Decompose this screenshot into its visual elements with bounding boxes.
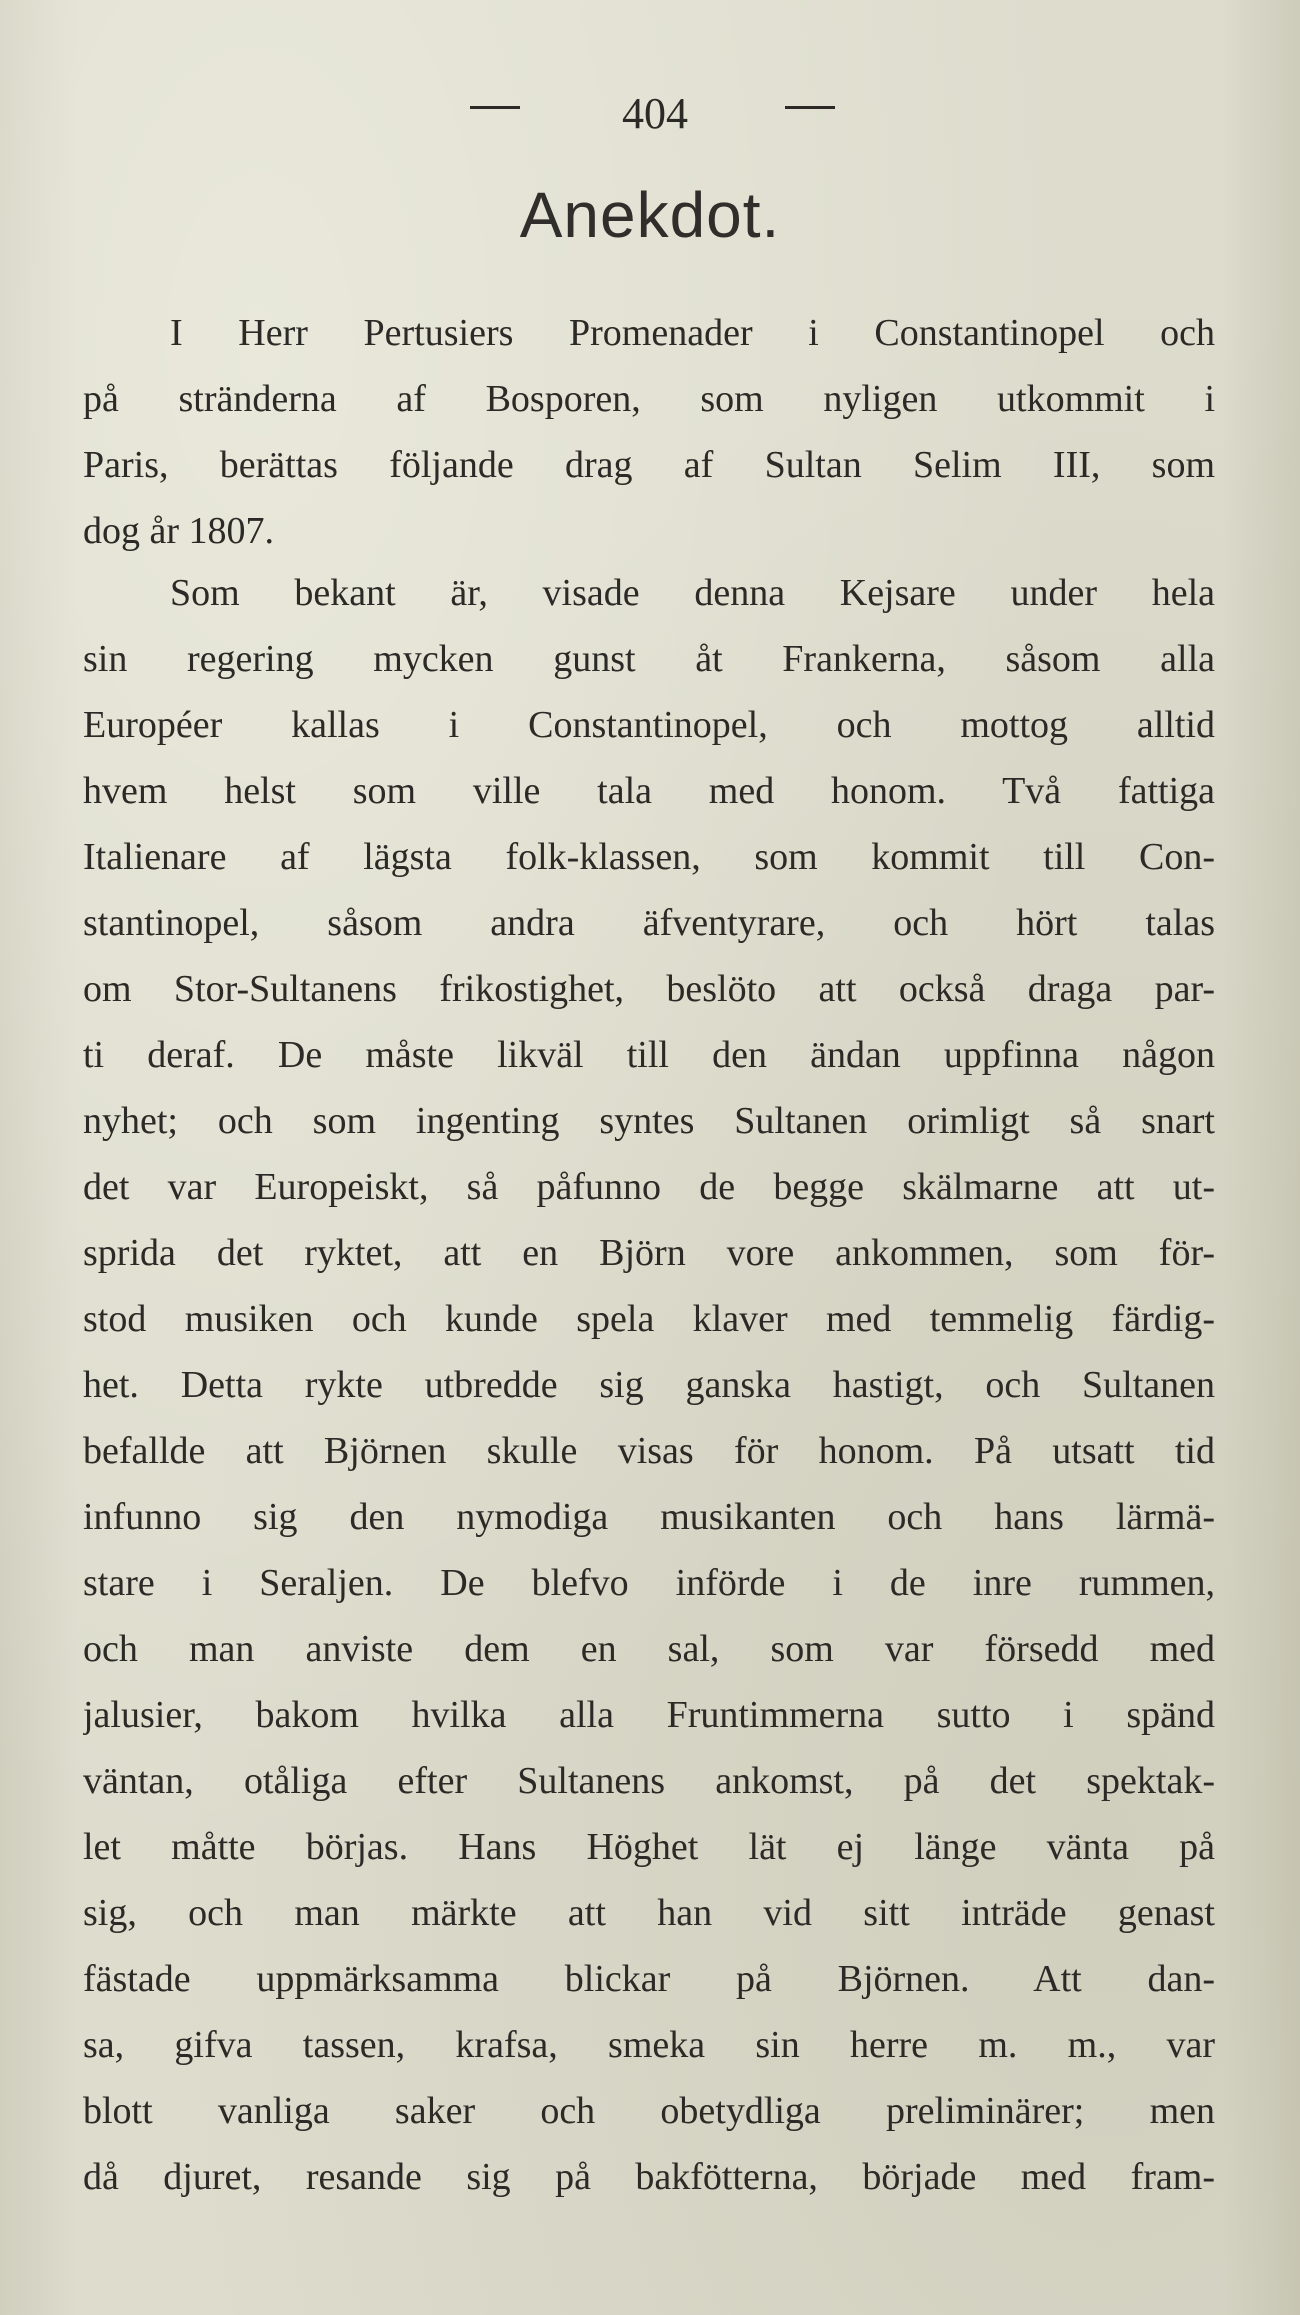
- text-line: [83, 626, 1215, 692]
- text-line-content: nyhet; och som ingenting syntes Sultanen orimligt så snart: [83, 1100, 1215, 1142]
- text-line: [83, 1946, 1215, 2012]
- text-line-content: jalusier, bakom hvilka alla Fruntimmerna sutto i spänd: [83, 1694, 1215, 1736]
- text-line: [83, 1748, 1215, 1814]
- text-line-content: befallde att Björnen skulle visas för honom. På utsatt tid: [83, 1430, 1215, 1472]
- text-line-content: het. Detta rykte utbredde sig ganska hastigt, och Sultanen: [83, 1364, 1215, 1406]
- text-line: [83, 890, 1215, 956]
- text-line: [83, 560, 1215, 626]
- text-line-content: sprida det ryktet, att en Björn vore ankommen, som för-: [83, 1232, 1215, 1274]
- text-line-content: ti deraf. De måste likväl till den ändan uppfinna någon: [83, 1034, 1215, 1076]
- text-line: [83, 1154, 1215, 1220]
- text-line-content: sig, och man märkte att han vid sitt inträde genast: [83, 1892, 1215, 1934]
- text-line: [83, 1286, 1215, 1352]
- text-line-content: Européer kallas i Constantinopel, och mottog alltid: [83, 704, 1215, 746]
- text-line: [83, 1616, 1215, 1682]
- text-line-content: på stränderna af Bosporen, som nyligen utkommit i: [83, 378, 1215, 420]
- text-line-content: Paris, berättas följande drag af Sultan Selim III, som: [83, 444, 1215, 486]
- text-line-content: sin regering mycken gunst åt Frankerna, såsom alla: [83, 638, 1215, 680]
- text-line: [83, 498, 1215, 564]
- text-line-content: dog år 1807.: [83, 510, 275, 552]
- text-line-content: let måtte börjas. Hans Höghet lät ej länge vänta på: [83, 1826, 1215, 1868]
- text-line-content: då djuret, resande sig på bakfötterna, började med fram-: [83, 2156, 1215, 2198]
- page-number: 404: [622, 89, 688, 138]
- text-line-content: det var Europeiskt, så påfunno de begge skälmarne att ut-: [83, 1166, 1215, 1208]
- text-line-content: stod musiken och kunde spela klaver med temmelig färdig-: [83, 1298, 1215, 1340]
- text-line: [83, 1484, 1215, 1550]
- text-line: [83, 300, 1215, 366]
- text-line: [83, 758, 1215, 824]
- text-line-content: och man anviste dem en sal, som var försedd med: [83, 1628, 1215, 1670]
- text-line: [83, 1814, 1215, 1880]
- text-line-content: infunno sig den nymodiga musikanten och hans lärmä-: [83, 1496, 1215, 1538]
- text-line: [83, 1550, 1215, 1616]
- page-header: [0, 88, 1300, 148]
- text-line: [83, 1682, 1215, 1748]
- text-line-content: om Stor-Sultanens frikostighet, beslöto att också draga par-: [83, 968, 1215, 1010]
- text-line: [83, 824, 1215, 890]
- paragraph-story: [83, 560, 1215, 2210]
- text-line-content: Italienare af lägsta folk-klassen, som kommit till Con-: [83, 836, 1215, 878]
- text-line: [83, 1220, 1215, 1286]
- paragraph-intro: [83, 300, 1215, 564]
- text-line-content: I Herr Pertusiers Promenader i Constantinopel och: [170, 312, 1215, 354]
- text-line-content: sa, gifva tassen, krafsa, smeka sin herre m. m., var: [83, 2024, 1215, 2066]
- text-line: [83, 1880, 1215, 1946]
- text-line: [83, 1418, 1215, 1484]
- text-line-content: hvem helst som ville tala med honom. Två fattiga: [83, 770, 1215, 812]
- text-line: [83, 692, 1215, 758]
- header-dash-left: [470, 106, 520, 109]
- text-line: [83, 366, 1215, 432]
- text-line-content: fästade uppmärksamma blickar på Björnen. Att dan-: [83, 1958, 1215, 2000]
- text-line-content: Som bekant är, visade denna Kejsare under hela: [170, 572, 1215, 614]
- text-line: [83, 1022, 1215, 1088]
- text-line: [83, 956, 1215, 1022]
- text-line-content: stantinopel, såsom andra äfventyrare, och hört talas: [83, 902, 1215, 944]
- text-line: [83, 2012, 1215, 2078]
- text-line-content: stare i Seraljen. De blefvo införde i de inre rummen,: [83, 1562, 1215, 1604]
- text-line: [83, 2078, 1215, 2144]
- text-line-content: väntan, otåliga efter Sultanens ankomst, på det spektak-: [83, 1760, 1215, 1802]
- text-line: [83, 1088, 1215, 1154]
- text-line: [83, 1352, 1215, 1418]
- text-line-content: blott vanliga saker och obetydliga preliminärer; men: [83, 2090, 1215, 2132]
- text-line: [83, 2144, 1215, 2210]
- header-dash-right: [785, 106, 835, 109]
- text-line: [83, 432, 1215, 498]
- page-title: Anekdot.: [519, 179, 781, 251]
